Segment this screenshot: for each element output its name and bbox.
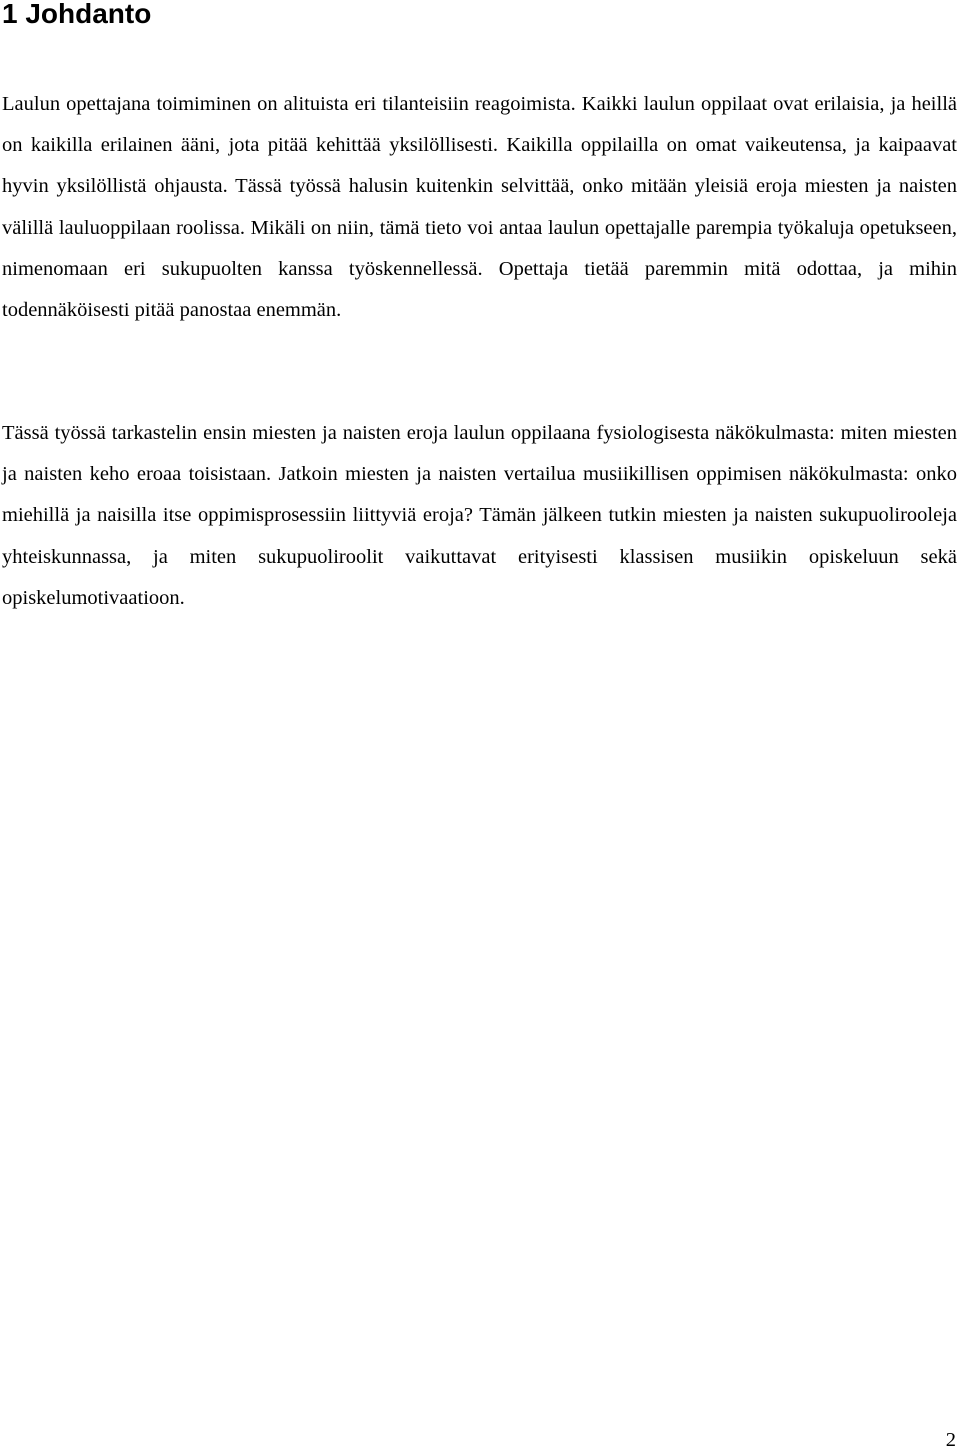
page-number: 2: [945, 1429, 956, 1451]
paragraph-intro: Laulun opettajana toimiminen on alituista eri tilanteisiin reagoimista. Kaikki laulun oppilaat ovat erilaisia, ja heillä on kaikilla erilainen ääni, jota pitää kehittää yksilöllisesti. Kaikilla oppilailla on omat vaikeutensa, ja kaipaavat hyvin yksilöllistä ohjausta. Tässä työssä halusin kuitenkin selvittää, onko mitään yleisiä eroja miesten ja naisten välillä lauluoppilaan roolissa. Mikäli on niin, tämä tieto voi antaa laulun opettajalle parempia työkaluja opetukseen, nimenomaan eri sukupuolten kanssa työskennellessä. Opettaja tietää paremmin mitä odottaa, ja mihin todennäköisesti pitää panostaa enemmän.: [2, 93, 957, 322]
paragraph-scope: Tässä työssä tarkastelin ensin miesten ja naisten eroja laulun oppilaana fysiologisesta näkökulmasta: miten miesten ja naisten keho eroaa toisistaan. Jatkoin miesten ja naisten vertailua musiikillisen oppimisen näkökulmasta: onko miehillä ja naisilla itse oppimisprosessiin liittyviä eroja? Tämän jälkeen tutkin miesten ja naisten sukupuolirooleja yhteiskunnassa, ja miten sukupuoliroolit vaikuttavat erityisesti klassisen musiikin opiskeluun sekä opiskelumotivaatioon.: [2, 422, 957, 609]
chapter-heading: 1 Johdanto: [2, 0, 152, 29]
